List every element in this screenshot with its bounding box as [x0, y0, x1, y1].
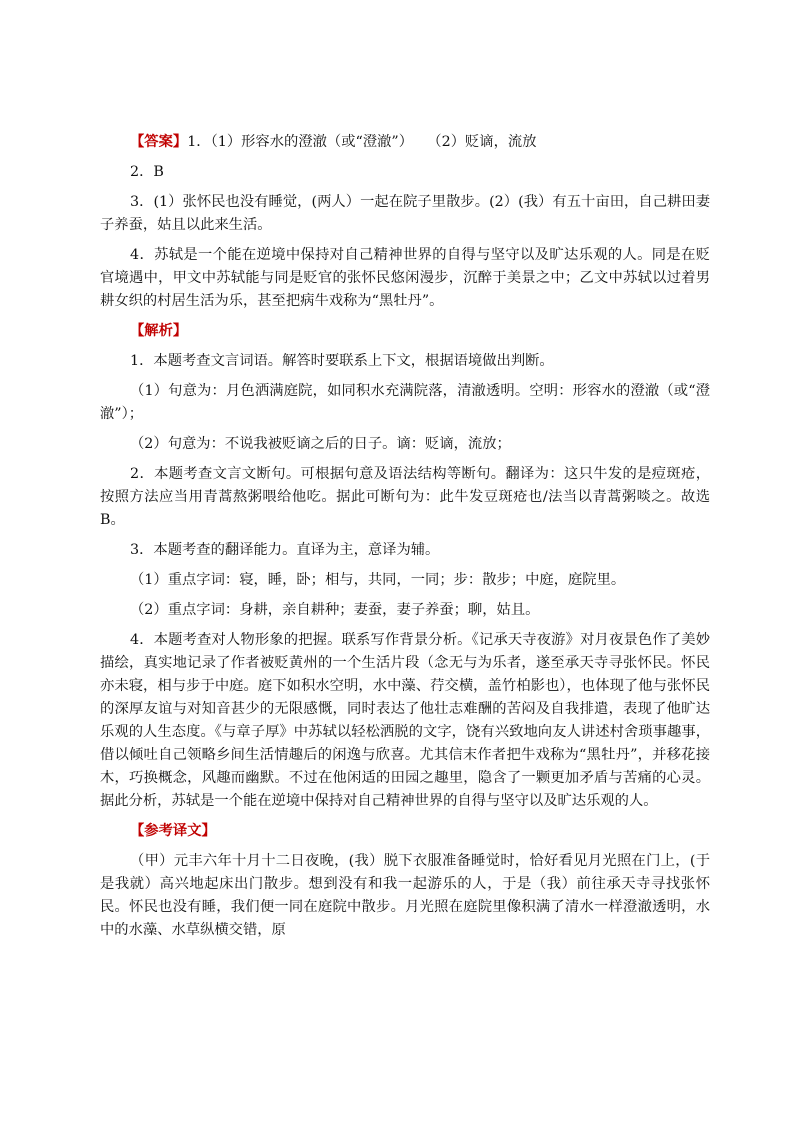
analysis-item: （1）重点字词：寝，睡，卧；相与，共同，一同；步：散步；中庭，庭院里。	[130, 572, 626, 588]
answer-q4: 4．苏轼是一个能在逆境中保持对自己精神世界的自得与坚守以及旷达乐观的人。同是在贬官境遇中，甲文中苏轼能与同是贬官的张怀民悠闲漫步，沉醉于美景之中；乙文中苏轼以过着男耕女织的村居生活为乐，甚至把病牛戏称为“黑牡丹”。	[100, 247, 710, 309]
analysis-item: 1．本题考查文言词语。解答时要联系上下文，根据语境做出判断。	[130, 353, 554, 369]
analysis-item: 3．本题考查的翻译能力。直译为主，意译为辅。	[130, 542, 440, 558]
answer-line-1	[100, 131, 710, 154]
analysis-item: 4．本题考查对人物形象的把握。联系写作背景分析。《记承天寺夜游》对月夜景色作了美妙描绘，真实地记录了作者被贬黄州的一个生活片段（念无与为乐者，遂至承天寺寻张怀民。怀民亦未寝，相与步于中庭。庭下如积水空明，水中藻、荇交横，盖竹柏影也），也体现了他与张怀民的深厚友谊与对知音甚少的无限感慨，同时表达了他壮志难酬的苦闷及自我排遣，表现了他旷达乐观的人生态度。《与章子厚》中苏轼以轻松洒脱的文字，饶有兴致地向友人讲述村舍琐事趣事，借以倾吐自己领略乡间生活情趣后的闲逸与欣喜。尤其信末作者把牛戏称为“黑牡丹”，并移花接木，巧换概念，风趣而幽默。不过在他闲适的田园之趣里，隐含了一颗更加矛盾与苦痛的心灵。据此分析，苏轼是一个能在逆境中保持对自己精神世界的自得与坚守以及旷达乐观的人。	[100, 632, 710, 809]
translation-heading: 【参考译文】	[130, 823, 216, 839]
analysis-item: （1）句意为：月色洒满庭院，如同积水充满院落，清澈透明。空明：形容水的澄澈（或“澄澈”）；	[100, 383, 710, 422]
answer-q1: 1．（1）形容水的澄澈（或“澄澈”） （2）贬谪，流放	[187, 134, 537, 150]
answer-q2: 2．B	[130, 164, 164, 180]
analysis-item: 2．本题考查文言文断句。可根据句意及语法结构等断句。翻译为：这只牛发的是痘斑疮，按照方法应当用青蒿熬粥喂给他吃。据此可断句为：此牛发豆斑疮也/法当以青蒿粥啖之。故选B。	[100, 466, 710, 528]
answer-heading: 【答案】	[130, 134, 188, 150]
analysis-item: （2）重点字词：身耕，亲自耕种；妻蚕，妻子养蚕；聊，姑且。	[130, 602, 540, 618]
answer-q3: 3．(1）张怀民也没有睡觉，(两人）一起在院子里散步。(2）(我）有五十亩田，自己耕田妻子养蚕，姑且以此来生活。	[100, 194, 710, 233]
analysis-item: （2）句意为：不说我被贬谪之后的日子。谪：贬谪，流放；	[130, 436, 511, 452]
analysis-heading: 【解析】	[130, 323, 188, 339]
document-body	[100, 131, 710, 949]
translation-text: （甲）元丰六年十月十二日夜晚，(我）脱下衣服准备睡觉时，恰好看见月光照在门上，(于是我就）高兴地起床出门散步。想到没有和我一起游乐的人，于是（我）前往承天寺寻找张怀民。怀民也没有睡，我们便一同在庭院中散步。月光照在庭院里像积满了清水一样澄澈透明，水中的水藻、水草纵横交错，原	[100, 853, 710, 938]
